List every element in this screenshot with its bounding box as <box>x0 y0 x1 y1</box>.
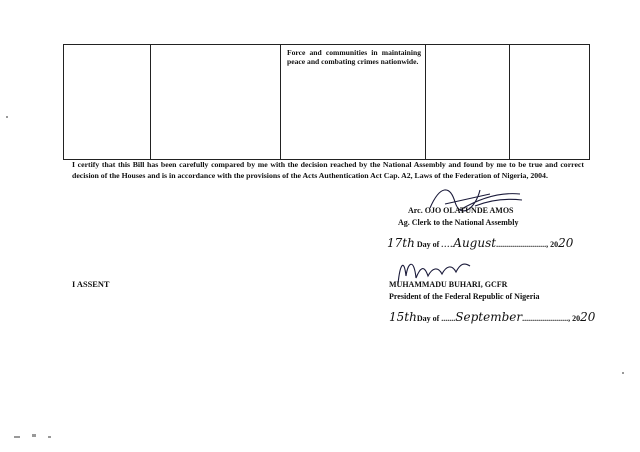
president-date-day: 15th <box>389 310 417 324</box>
clerk-date-month: August <box>453 236 497 250</box>
table-row <box>64 45 590 160</box>
president-date-month: September <box>455 310 523 324</box>
president-date-dayof: Day of <box>416 314 442 323</box>
table-cell <box>64 45 151 160</box>
scan-speck <box>32 434 36 437</box>
president-title: President of the Federal Republic of Nigeria <box>389 292 540 301</box>
clerk-date-year: 20 <box>558 236 574 250</box>
table-cell <box>151 45 281 160</box>
scan-speck <box>14 436 20 438</box>
clerk-name: Arc. OJO OLATUNDE AMOS <box>408 206 514 215</box>
bill-table <box>63 44 590 160</box>
scan-speck <box>48 436 51 438</box>
president-date-year: 20 <box>580 310 596 324</box>
assent-label: I ASSENT <box>72 280 110 289</box>
table-cell <box>281 45 426 160</box>
clerk-date-year-prefix: ........................., 20 <box>496 240 559 249</box>
table-cell <box>510 45 590 160</box>
clerk-date: 17th Day of ....August........................., 2020 <box>387 236 574 250</box>
scan-speck <box>6 116 8 118</box>
table-cell <box>426 45 510 160</box>
clerk-date-dayof: Day of <box>414 240 442 249</box>
certification-text: I certify that this Bill has been carefully compared by me with the decision reached by the National Assembly and found by me to be true and correct decision of the Houses and is in accordance with the provisions of the Acts Authentication Act Cap. A2, Laws of the Federation of Nigeria, 2004. <box>72 160 584 180</box>
clerk-title: Ag. Clerk to the National Assembly <box>398 218 519 227</box>
president-name: MUHAMMADU BUHARI, GCFR <box>389 280 508 289</box>
table-cell-text: Force and communities in maintaining peace and combating crimes nationwide. <box>287 48 421 66</box>
president-date-year-prefix: ......................., 20 <box>522 314 581 323</box>
clerk-date-day: 17th <box>387 236 415 250</box>
president-date: 15thDay of .......September......................., 2020 <box>389 310 596 324</box>
scan-speck <box>622 372 624 374</box>
